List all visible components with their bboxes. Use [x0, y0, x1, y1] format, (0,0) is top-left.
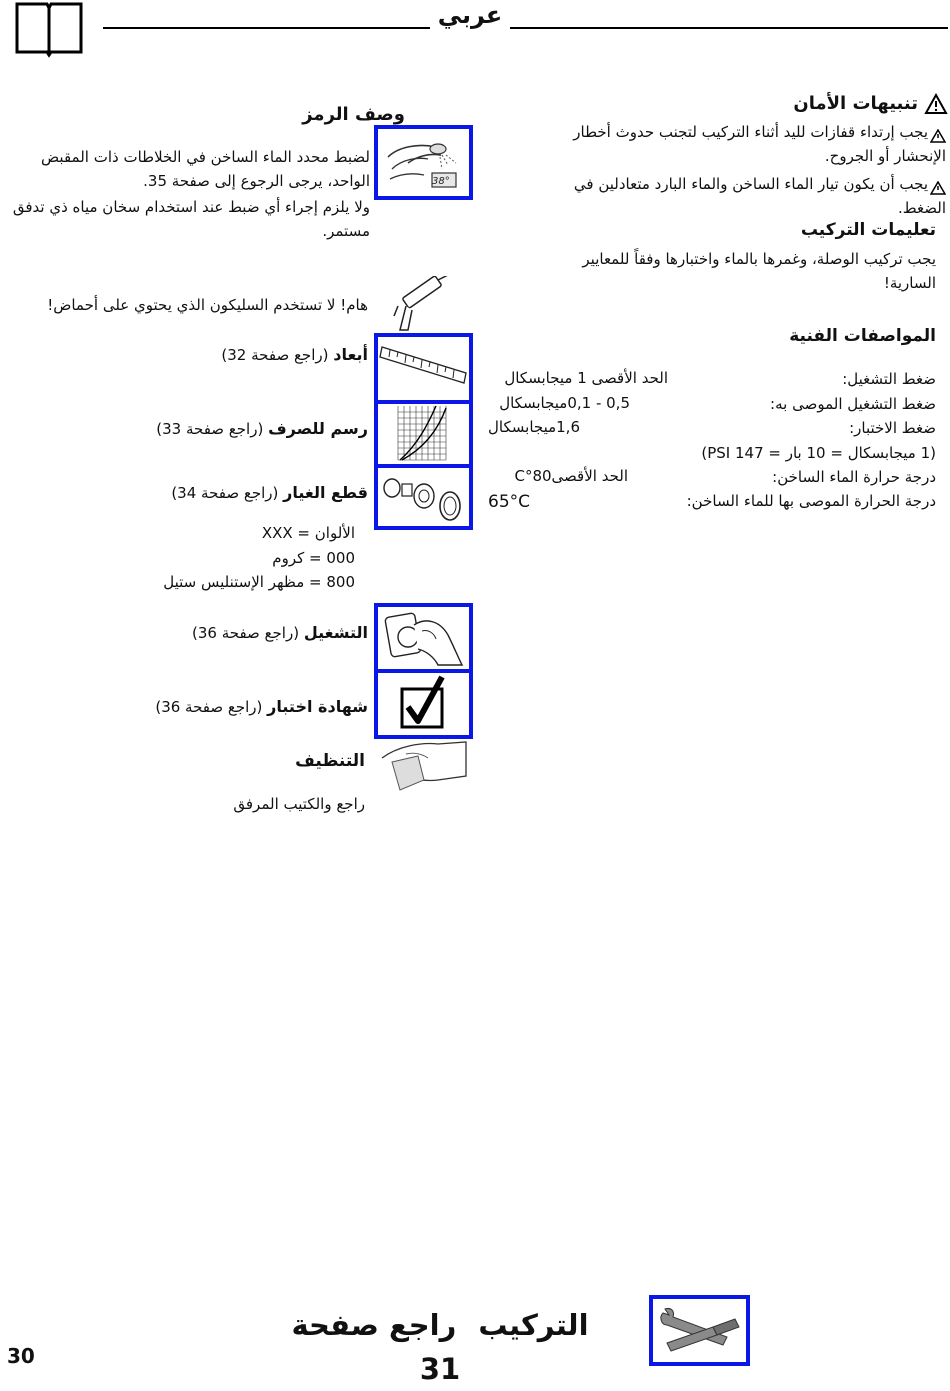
thermostat-text-2: ولا يلزم إجراء أي ضبط عند استخدام سخان مياه ذي تدفق مستمر. [12, 198, 370, 240]
safety-title-row [740, 93, 948, 115]
warning-triangle-icon [930, 126, 946, 140]
header-rule [103, 27, 948, 29]
spare-parts-row [140, 481, 368, 505]
test-certificate-label: شهادة اختبار [267, 697, 368, 716]
warning-triangle-icon [924, 93, 948, 115]
checkmark-icon [378, 673, 469, 735]
cleaning-hand-icon [378, 736, 468, 794]
thermostat-box [374, 125, 473, 200]
assembly-row [290, 1303, 590, 1386]
color-code-1: XXX = الألوان [261, 524, 355, 542]
flow-label: رسم للصرف [268, 419, 368, 438]
spec-value-3: 1,6ميجابسكال [488, 418, 580, 436]
language-title: عربي [430, 0, 510, 30]
dimensions-box [374, 333, 473, 404]
operation-label: التشغيل [303, 623, 368, 642]
flow-row [120, 417, 368, 441]
hand-turning-knob-icon [378, 607, 469, 669]
spec-label-2: ضغط التشغيل الموصى به: [770, 395, 936, 413]
book-icon [14, 0, 84, 58]
spec-label-4: (1 ميجابسكال = 10 بار = 147 PSI) [701, 444, 936, 462]
silicone-gun-icon [388, 276, 458, 334]
cleaning-title: التنظيف [295, 751, 365, 771]
safety-item-1: يجب إرتداء قفازات لليد أثناء التركيب لتجنب حدوث أخطار الإنحشار أو الجروح. [573, 123, 946, 165]
test-certificate-box [374, 669, 473, 739]
spec-value-1: الحد الأقصى 1 ميجابسكال [504, 369, 668, 387]
flow-graph-icon [378, 404, 469, 464]
spare-parts-box [374, 464, 473, 530]
page-number: 30 [7, 1344, 35, 1368]
spec-label-3: ضغط الاختبار: [849, 419, 936, 437]
operation-row [150, 621, 368, 645]
thermostat-display: 38° [432, 176, 450, 187]
installation-text: يجب تركيب الوصلة، وغمرها بالماء واختبارها وفقاً للمعايير السارية! [582, 250, 936, 292]
dimensions-ref: (راجع صفحة 32) [221, 346, 329, 364]
spec-value-6: 65°C [488, 492, 531, 512]
dimensions-row [150, 343, 368, 367]
wrench-screwdriver-icon [653, 1299, 746, 1362]
flow-chart-box [374, 400, 473, 468]
spec-value-5: الحد الأقصى80°C [514, 467, 628, 485]
color-code-3: 800 = مظهر الإستنليس ستيل [163, 573, 355, 591]
symbols-title: وصف الرمز [302, 104, 405, 125]
operation-ref: (راجع صفحة 36) [192, 624, 300, 642]
test-certificate-ref: (راجع صفحة 36) [155, 698, 263, 716]
dimensions-label: أبعاد [333, 345, 368, 364]
installation-title: تعليمات التركيب [800, 220, 936, 240]
ruler-icon [378, 337, 469, 400]
spec-label-6: درجة الحرارة الموصى بها للماء الساخن: [686, 492, 936, 510]
spare-parts-icon [378, 468, 469, 526]
warning-triangle-icon [930, 178, 946, 192]
specs-title: المواصفات الفنية [789, 326, 936, 346]
spare-parts-label: قطع الغيار [283, 483, 368, 502]
assembly-label: التركيب [478, 1308, 589, 1342]
safety-title: تنبيهات الأمان [793, 93, 918, 114]
spare-parts-ref: (راجع صفحة 34) [171, 484, 279, 502]
assembly-ref: راجع صفحة 31 [291, 1308, 461, 1386]
cleaning-text: راجع والكتيب المرفق [233, 795, 365, 813]
spec-value-2: 0,5 - 0,1ميجابسكال [499, 394, 630, 412]
spec-label-1: ضغط التشغيل: [842, 370, 936, 388]
operation-box [374, 603, 473, 673]
assembly-box [649, 1295, 750, 1366]
flow-ref: (راجع صفحة 33) [156, 420, 264, 438]
thermostat-text-1: لضبط محدد الماء الساخن في الخلاطات ذات المقبض الواحد، يرجى الرجوع إلى صفحة 35. [41, 148, 370, 190]
silicone-warning: هام! لا تستخدم السليكون الذي يحتوي على أحماض! [47, 296, 368, 314]
shower-temperature-icon [378, 129, 469, 196]
safety-item-2: يجب أن يكون تيار الماء الساخن والماء البارد متعادلين في الضغط. [573, 175, 946, 217]
color-code-2: 000 = كروم [272, 549, 355, 567]
spec-label-5: درجة حرارة الماء الساخن: [772, 468, 936, 486]
test-certificate-row [110, 695, 368, 719]
